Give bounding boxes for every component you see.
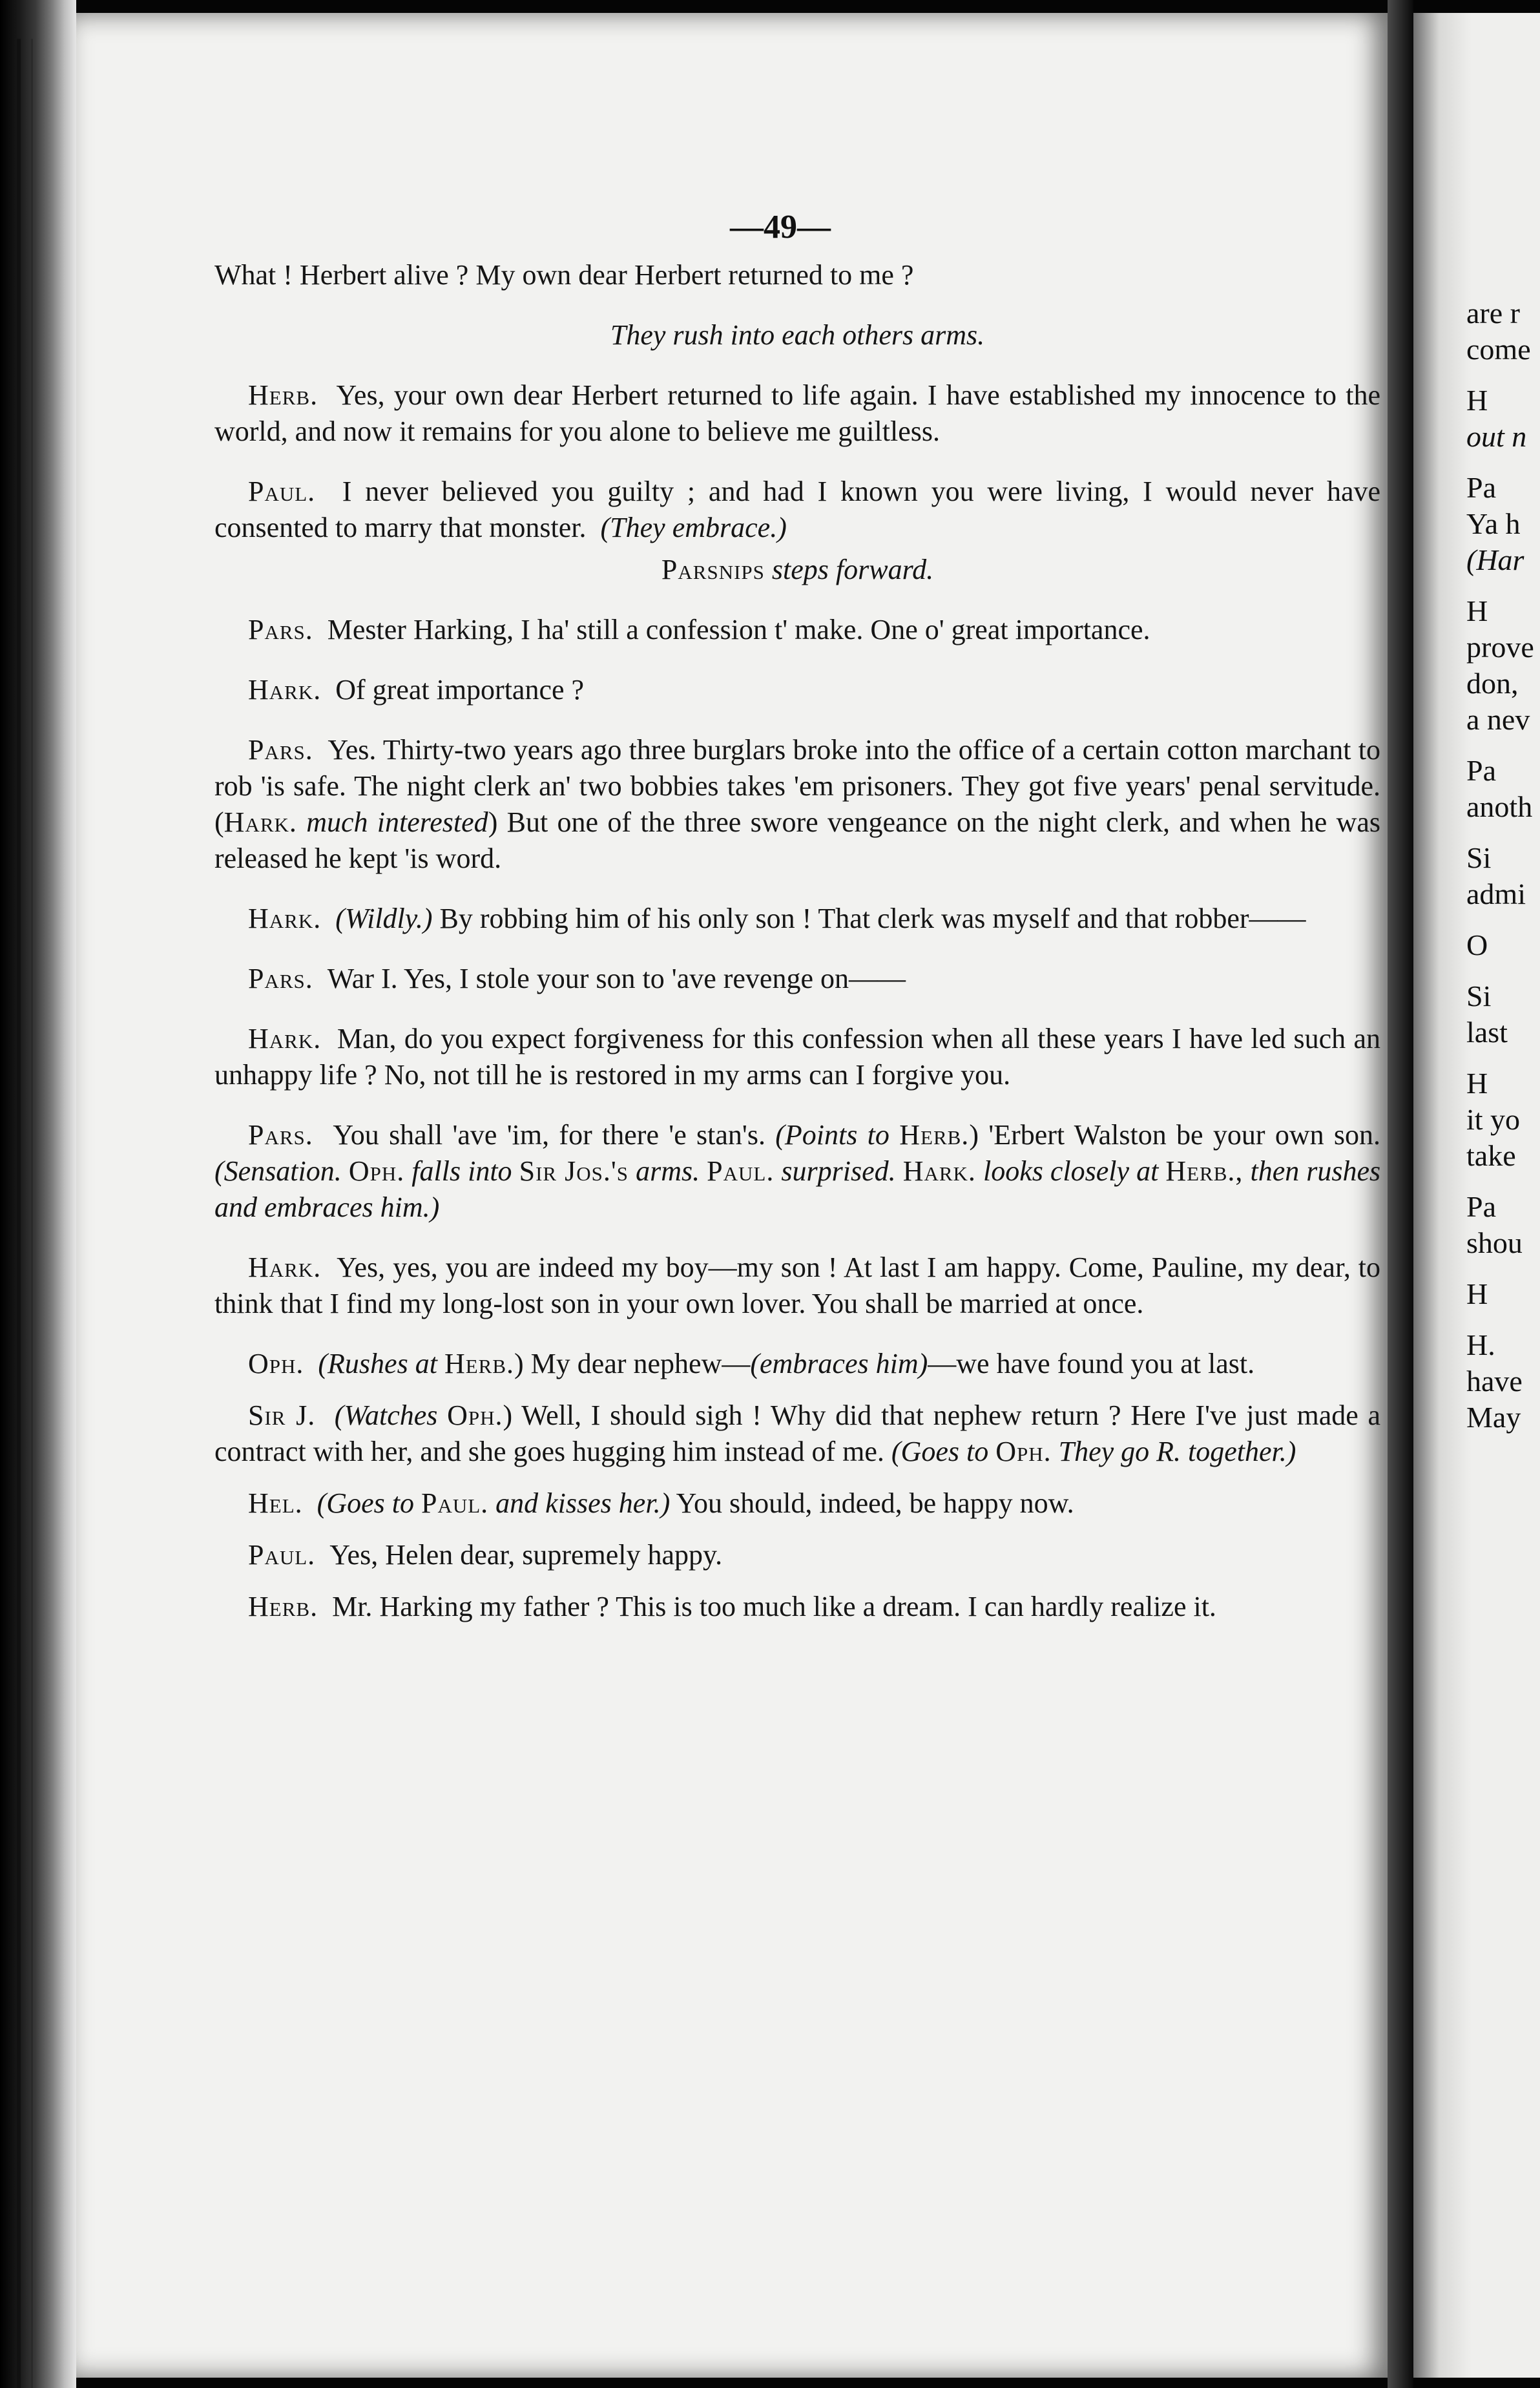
- facing-fragment: (Har: [1466, 543, 1524, 576]
- facing-fragment: Pa: [1466, 471, 1496, 504]
- facing-fragment: are r: [1466, 297, 1520, 330]
- speech-oph: Oph. (Rushes at Herb.) My dear nephew—(embraces him)—we have found you at last.: [248, 1348, 1255, 1379]
- facing-fragment: May: [1466, 1401, 1521, 1434]
- facing-fragment: have: [1466, 1365, 1523, 1398]
- speech-hark-forgive: Hark. Man, do you expect forgiveness for this confession when all these years I have led such an unhappy life ? No, not till he is restored in my arms can I forgive you.: [214, 1023, 1380, 1091]
- speech-hel: Hel. (Goes to Paul. and kisses her.) You should, indeed, be happy now.: [248, 1487, 1074, 1519]
- speaker: Oph.: [248, 1348, 304, 1379]
- facing-fragment: last: [1466, 1016, 1508, 1049]
- facing-fragment: O: [1466, 928, 1488, 961]
- binding-edge-inner: [31, 39, 33, 2388]
- speech-herb: Herb. Yes, your own dear Herbert returned to life again. I have established my innocence to the world, and now it remains for you alone to believe me guiltless.: [214, 379, 1381, 447]
- page-gutter: [1388, 0, 1413, 2388]
- facing-fragment: H: [1466, 594, 1488, 627]
- stage-direction-parsnips: Parsnips steps forward.: [661, 554, 934, 585]
- facing-fragment: out n: [1466, 420, 1527, 453]
- facing-fragment: prove: [1466, 631, 1534, 664]
- facing-fragment: Ya h: [1466, 507, 1521, 540]
- speaker: Pars.: [248, 734, 313, 766]
- speaker: Pars.: [248, 1119, 313, 1151]
- speech-herb-dream: Herb. Mr. Harking my father ? This is too much like a dream. I can hardly realize it.: [248, 1591, 1216, 1622]
- facing-fragment: H: [1466, 1277, 1488, 1310]
- line-cont: What ! Herbert alive ? My own dear Herbert returned to me ?: [214, 259, 914, 291]
- speech-pars-revenge: Pars. War I. Yes, I stole your son to 'ave revenge on——: [248, 963, 906, 994]
- speech-hark: Hark. Of great importance ?: [248, 674, 585, 706]
- speaker: Herb.: [248, 379, 318, 411]
- stage-direction: (They embrace.): [600, 512, 787, 543]
- facing-fragment: Si: [1466, 841, 1492, 874]
- facing-fragment: shou: [1466, 1226, 1523, 1259]
- speaker: Pars.: [248, 614, 313, 645]
- stage-direction: They rush into each others arms.: [610, 319, 985, 351]
- speaker: Hark.: [248, 903, 322, 934]
- speech-pars: Pars. Mester Harking, I ha' still a confession t' make. One o' great importance.: [248, 614, 1150, 645]
- speech-sir-j: Sir J. (Watches Oph.) Well, I should sigh ! Why did that nephew return ? Here I've just made a contract with her, and she goes hugging him instead of me. (Goes to Oph. They go R. together.): [214, 1399, 1381, 1467]
- facing-fragment: take: [1466, 1139, 1516, 1172]
- speaker: Herb.: [248, 1591, 318, 1622]
- facing-fragment: admi: [1466, 877, 1526, 910]
- binding-edge: [17, 39, 21, 2388]
- speaker: Hark.: [248, 674, 322, 706]
- speaker: Paul.: [248, 476, 316, 507]
- speaker: Pars.: [248, 963, 313, 994]
- facing-fragment: come: [1466, 333, 1531, 366]
- facing-fragment: Pa: [1466, 1190, 1496, 1223]
- facing-fragment: H: [1466, 1067, 1488, 1100]
- facing-page: [1413, 13, 1540, 2378]
- book-binding: [0, 0, 76, 2388]
- facing-fragment: a nev: [1466, 703, 1530, 736]
- page-number: —49—: [730, 209, 831, 246]
- facing-fragment: Si: [1466, 979, 1492, 1012]
- speaker: Hel.: [248, 1487, 303, 1519]
- speech-hark-happy: Hark. Yes, yes, you are indeed my boy—my son ! At last I am happy. Come, Pauline, my dear, to think that I find my long-lost son in your own lover. You shall be married at once.: [214, 1252, 1381, 1319]
- speech-paul: Paul. I never believed you guilty ; and had I known you were living, I would never have consented to marry that monster. (They embrace.): [214, 476, 1380, 543]
- speaker: Paul.: [248, 1539, 316, 1571]
- facing-fragment: H.: [1466, 1328, 1495, 1361]
- speech-hark-wildly: Hark. (Wildly.) By robbing him of his only son ! That clerk was myself and that robber——: [248, 903, 1306, 934]
- play-text: [214, 257, 1380, 1625]
- speech-pars-confession: Pars. Yes. Thirty-two years ago three burglars broke into the office of a certain cotton marchant to rob 'is safe. The night clerk an' two bobbies takes 'em prisoners. They got five years' penal servitude. (Hark. much interested) But one of the three swore vengeance on the night clerk, and when he was released he kept 'is word.: [214, 734, 1381, 874]
- facing-fragment: H: [1466, 384, 1488, 417]
- facing-fragment: Pa: [1466, 754, 1496, 787]
- speaker: Sir J.: [248, 1399, 316, 1431]
- speech-pars-reveal: Pars. You shall 'ave 'im, for there 'e stan's. (Points to Herb.) 'Erbert Walston be your own son. (Sensation. Oph. falls into Sir Jos.'s arms. Paul. surprised. Hark. looks closely at Herb., then rushes and embraces him.): [214, 1119, 1381, 1223]
- speaker: Hark.: [248, 1252, 322, 1283]
- speaker: Hark.: [248, 1023, 322, 1054]
- facing-fragment: don,: [1466, 667, 1519, 700]
- speech-paul-happy: Paul. Yes, Helen dear, supremely happy.: [248, 1539, 723, 1571]
- facing-fragment: it yo: [1466, 1103, 1521, 1136]
- facing-fragment: anoth: [1466, 790, 1533, 823]
